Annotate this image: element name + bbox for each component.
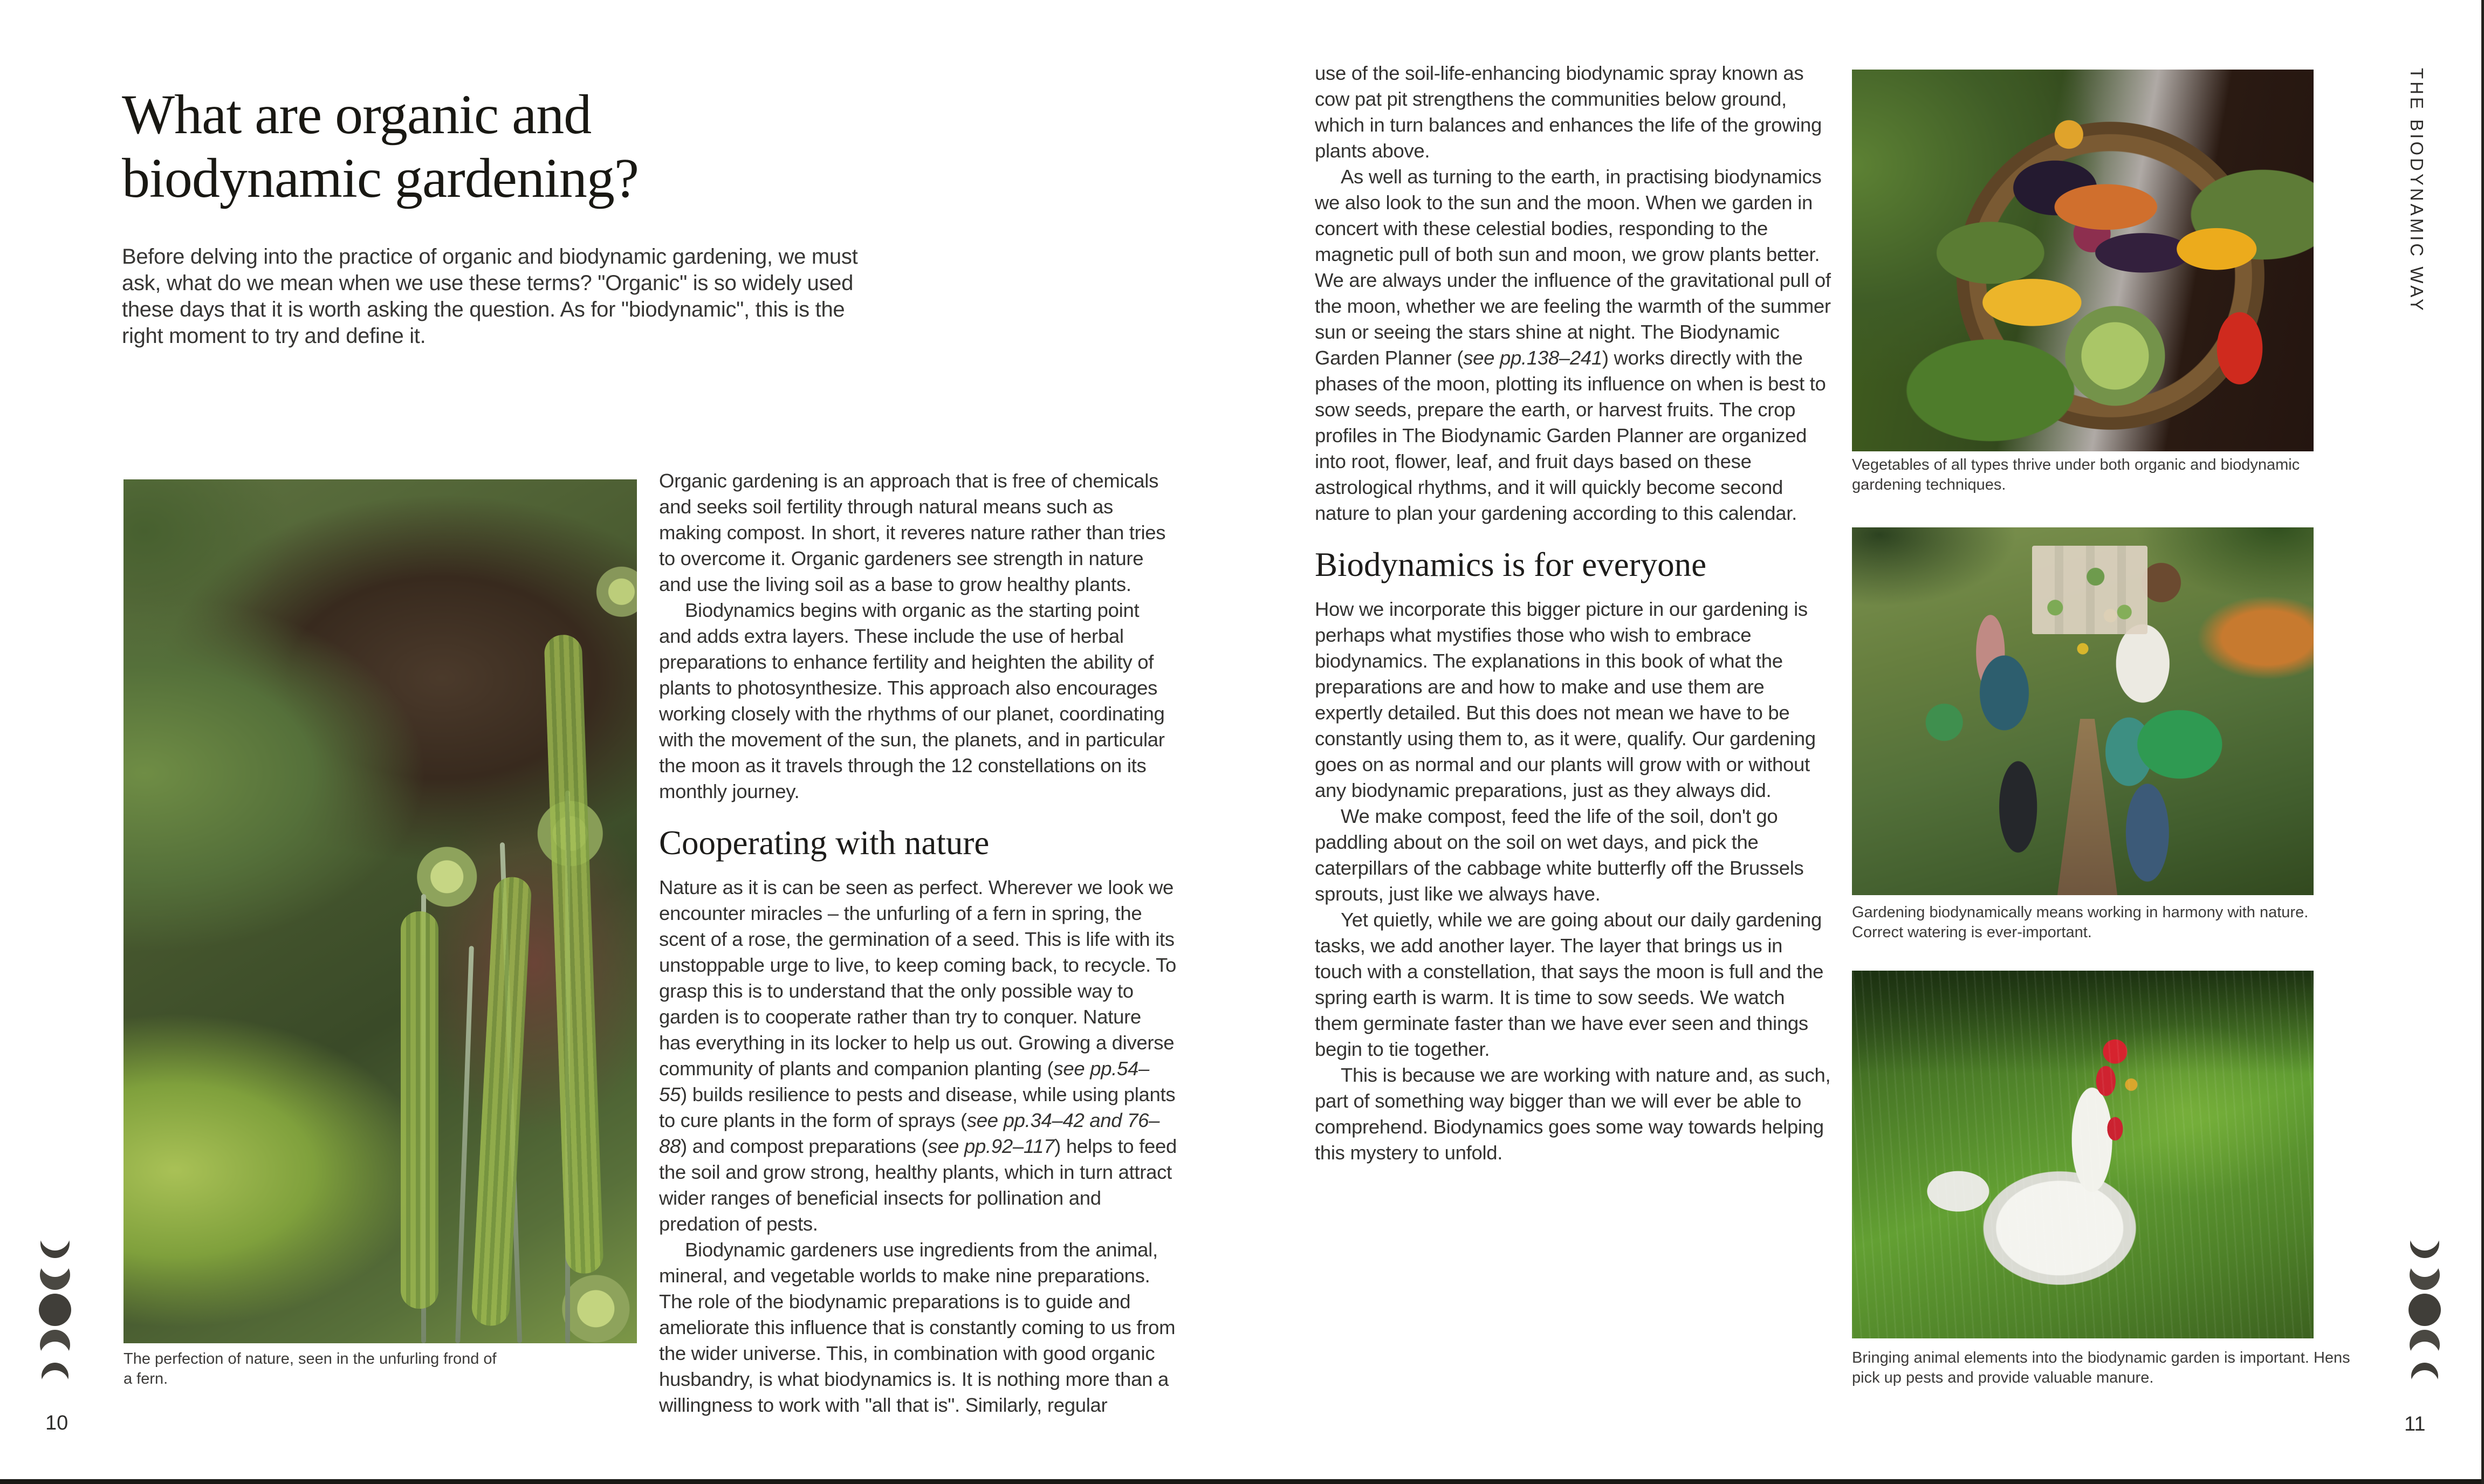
hen-photo-caption: Bringing animal elements into the biodynamic garden is important. Hens pick up pests and provide valuable manure. xyxy=(1852,1349,2350,1386)
waning-crescent-icon xyxy=(2401,1234,2448,1259)
full-moon-icon xyxy=(2401,1293,2448,1327)
fern-frond-decoration xyxy=(544,634,603,1274)
grass-texture-decoration xyxy=(1852,971,2314,1338)
fern-frond-decoration xyxy=(471,876,533,1327)
building-decoration xyxy=(2032,546,2147,634)
fern-stem-decoration xyxy=(455,946,474,1343)
section-heading-biodynamics-is-for-everyone: Biodynamics is for everyone xyxy=(1315,546,1707,583)
paragraph: We make compost, feed the life of the soil, don't go paddling about on the soil on wet days, and pick the caterpillars of the cabbage white butterfly off the Brussels sprouts, just like we always have. xyxy=(1315,805,1804,905)
fern-frond-decoration xyxy=(401,911,438,1309)
crescent-moon-icon xyxy=(2401,1261,2448,1291)
waning-crescent-icon xyxy=(31,1234,79,1259)
page-title-line-1: What are organic and xyxy=(122,83,592,146)
vegetable-photo-caption: Vegetables of all types thrive under both organic and biodynamic gardening techniques. xyxy=(1852,456,2300,493)
paragraph: Yet quietly, while we are going about our daily gardening tasks, we add another layer. The layer that brings us in touch with a constellation, that says the moon is full and the spring earth is warm. It is time to sow seeds. We watch them germinate faster than we have ever seen and things begin to tie together. xyxy=(1315,909,1824,1060)
watering-photo-caption: Gardening biodynamically means working in harmony with nature. Correct watering is ever-important. xyxy=(1852,904,2309,941)
crescent-moon-icon xyxy=(2401,1329,2448,1359)
paragraph: This is because we are working with nature and, as such, part of something way bigger than we will ever be able to comprehend. Biodynamics goes some way towards helping this mystery to unfold. xyxy=(1315,1064,1831,1164)
crescent-moon-icon xyxy=(31,1329,79,1359)
moon-phases-stamp-left xyxy=(31,1234,79,1386)
page-title-line-2: biodynamic gardening? xyxy=(122,147,639,209)
right-text-column xyxy=(1315,60,1833,1166)
crescent-moon-icon xyxy=(31,1261,79,1291)
page-number-left: 10 xyxy=(45,1412,68,1434)
paragraph: Nature as it is can be seen as perfect. Wherever we look we encounter miracles – the unfurling of a fern in spring, the scent of a rose, the germination of a seed. This is life with its unstoppable urge to live, to keep coming back, to recycle. To grasp this is to understand that the only possible way to garden is to cooperate rather than try to conquer. Nature has everything in its locker to help us out. Growing a diverse community of plants and companion planting (see pp.54–55) builds resilience to pests and disease, while using plants to cure plants in the form of sprays (see pp.34–42 and 76–88) and compost preparations (see pp.92–117) helps to feed the soil and grow strong, healthy plants, which in turn attract wider ranges of beneficial insects for pollination and predation of pests. xyxy=(659,876,1177,1235)
paragraph: Biodynamics begins with organic as the starting point and adds extra layers. These include the use of herbal preparations to enhance fertility and heighten the ability of plants to photosynthesize. This approach also encourages working closely with the rhythms of our planet, coordinating with the movement of the sun, the planets, and in particular the moon as it travels through the 12 constellations on its monthly journey. xyxy=(659,599,1165,802)
waxing-crescent-icon xyxy=(2401,1361,2448,1386)
garden-watering-photo xyxy=(1852,527,2314,895)
waxing-crescent-icon xyxy=(31,1361,79,1386)
fern-fiddleheads-photo xyxy=(123,479,637,1343)
section-heading-cooperating-with-nature: Cooperating with nature xyxy=(659,824,990,862)
left-text-column xyxy=(659,468,1177,1418)
full-moon-icon xyxy=(31,1293,79,1327)
paragraph: use of the soil-life-enhancing biodynamic spray known as cow pat pit strengthens the communities below ground, which in turn balances and enhances the life of the growing plants above. xyxy=(1315,62,1822,162)
paragraph: How we incorporate this bigger picture in our gardening is perhaps what mystifies those who wish to embrace biodynamics. The explanations in this book of what the preparations are and how to make and use them are expertly detailed. But this does not mean we have to be constantly using them to, as it were, qualify. Our gardening goes on as normal and our plants will grow with or without any biodynamic preparations, just as they always did. xyxy=(1315,598,1816,801)
intro-paragraph: Before delving into the practice of organic and biodynamic gardening, we must ask, what do we mean when we use these terms? "Organic" is so widely used these days that it is worth asking the question. As for "biodynamic", this is the right moment to try and define it. xyxy=(122,245,858,348)
page-bottom-edge xyxy=(0,1479,2484,1484)
moon-phases-stamp-right xyxy=(2401,1234,2448,1386)
page-number-right: 11 xyxy=(2404,1413,2426,1435)
chapter-sidebar-label: THE BIODYNAMIC WAY xyxy=(2407,68,2427,313)
paragraph: As well as turning to the earth, in practising biodynamics we also look to the sun and the moon. When we garden in concert with these celestial bodies, responding to the magnetic pull of both sun and moon, we grow plants better. We are always under the influence of the gravitational pull of the moon, whether we are feeling the warmth of the summer sun or seeing the stars shine at night. The Biodynamic Garden Planner (see pp.138–241) works directly with the phases of the moon, plotting its influence on when is best to sow seeds, prepare the earth, or harvest fruits. The crop profiles in The Biodynamic Garden Planner are organized into root, flower, leaf, and fruit days based on these astrological rhythms, and it will quickly become second nature to plan your gardening according to this calendar. xyxy=(1315,166,1831,524)
paragraph: Organic gardening is an approach that is free of chemicals and seeks soil fertility through natural means such as making compost. In short, it reveres nature rather than tries to overcome it. Organic gardeners see strength in nature and use the living soil as a base to grow healthy plants. xyxy=(659,470,1166,595)
vegetable-basket-photo xyxy=(1852,70,2314,451)
fern-photo-caption: The perfection of nature, seen in the unfurling frond of a fern. xyxy=(123,1350,497,1387)
page-right-edge xyxy=(2481,0,2484,1484)
hen-in-grass-photo xyxy=(1852,971,2314,1338)
page-title xyxy=(122,83,963,210)
garden-path-decoration xyxy=(2057,719,2117,895)
paragraph: Biodynamic gardeners use ingredients from the animal, mineral, and vegetable worlds to make nine preparations. The role of the biodynamic preparations is to guide and ameliorate this influence that is constantly coming to us from the wider universe. This, in combination with good organic husbandry, is what biodynamics is. It is nothing more than a willingness to work with "all that is". Similarly, regular xyxy=(659,1239,1176,1416)
